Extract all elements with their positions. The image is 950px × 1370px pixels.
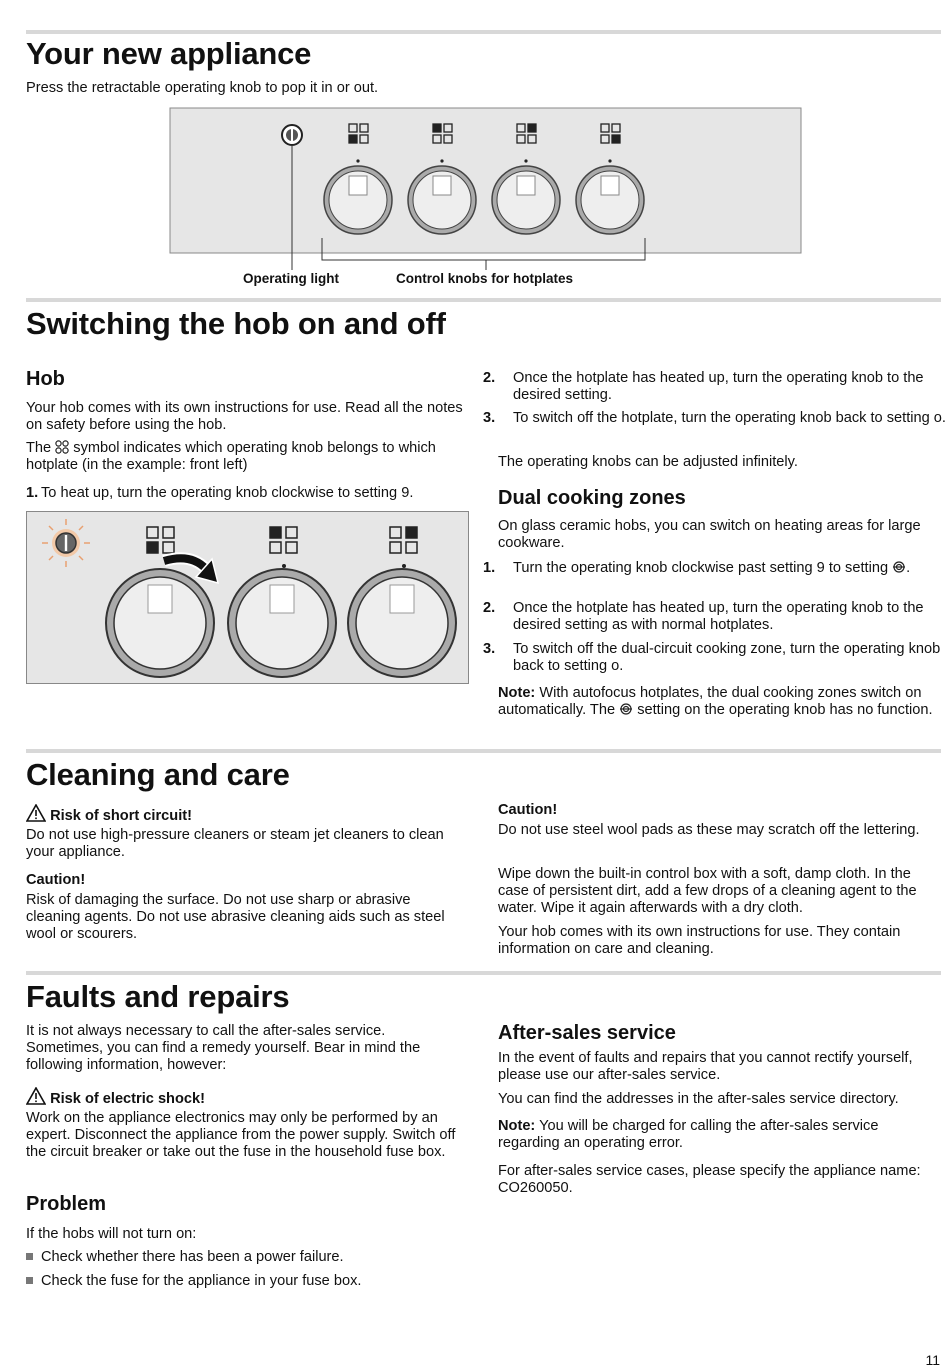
section-rule — [26, 971, 941, 975]
dual-step-1: 1. Turn the operating knob clockwise past setting 9 to setting . — [483, 560, 911, 576]
step-1: 1. To heat up, turn the operating knob clockwise to setting 9. — [26, 485, 414, 501]
short-circuit-text: Do not use high-pressure cleaners or steam jet cleaners to clean your appliance. — [26, 827, 444, 860]
hotplate-symbol-icon — [55, 440, 69, 454]
dual-step-2: 2. Once the hotplate has heated up, turn the operating knob to the desired setting as with normal hotplates. — [483, 600, 924, 633]
section-title: Switching the hob on and off — [26, 306, 446, 341]
section-title: Your new appliance — [26, 36, 312, 71]
list-item: Check the fuse for the appliance in your fuse box. — [26, 1273, 466, 1290]
hob-symbol-paragraph: The symbol indicates which operating knob belongs to which hotplate (in the example: front left) — [26, 440, 436, 473]
section-title: Faults and repairs — [26, 979, 290, 1014]
warning-triangle-icon — [26, 1087, 46, 1105]
problem-intro: If the hobs will not turn on: — [26, 1226, 197, 1242]
hob-paragraph: Your hob comes with its own instructions for use. Read all the notes on safety before using the hob. — [26, 400, 463, 433]
caution-text: Do not use steel wool pads as these may scratch off the lettering. — [498, 822, 920, 838]
control-knob — [492, 166, 560, 234]
after-sales-directory: You can find the addresses in the after-sales service directory. — [498, 1091, 899, 1107]
dual-zone-icon — [619, 702, 633, 716]
dual-step-3: 3. To switch off the dual-circuit cooking zone, turn the operating knob back to setting o. — [483, 641, 941, 674]
caution-heading: Caution! — [26, 872, 86, 888]
short-circuit-warning-heading: Risk of short circuit! — [26, 804, 466, 825]
wipe-text: Wipe down the built-in control box with a soft, damp cloth. In the case of persistent dirt, add a few drops of a cleaning agent to the water. Wipe it again afterwards with a dry cloth. — [498, 866, 917, 916]
bullet-icon — [26, 1253, 33, 1260]
caution-heading: Caution! — [498, 802, 558, 818]
hob-heading: Hob — [26, 368, 65, 390]
operating-light-icon — [282, 125, 302, 145]
step-2: 2. Once the hotplate has heated up, turn the operating knob to the desired setting. — [483, 370, 924, 403]
adjust-text: The operating knobs can be adjusted infinitely. — [498, 454, 798, 470]
operating-light-label: Operating light — [243, 271, 339, 286]
dual-note: Note: With autofocus hotplates, the dual cooking zones switch on automatically. The setting on the operating knob has no function. — [498, 685, 933, 718]
control-knob — [408, 166, 476, 234]
bullet-icon — [26, 1277, 33, 1284]
instructions-text: Your hob comes with its own instructions for use. They contain information on care and cleaning. — [498, 924, 901, 957]
dual-zones-heading: Dual cooking zones — [498, 487, 686, 509]
caution-text: Risk of damaging the surface. Do not use sharp or abrasive cleaning agents. Do not use abrasive cleaning aids such as steel wool or scourers. — [26, 892, 445, 942]
electric-shock-warning-heading: Risk of electric shock! — [26, 1087, 466, 1108]
section-title: Cleaning and care — [26, 757, 290, 792]
section-rule — [26, 749, 941, 753]
control-knob — [348, 569, 456, 677]
after-sales-heading: After-sales service — [498, 1022, 676, 1044]
control-knobs-label: Control knobs for hotplates — [396, 271, 573, 286]
page-number: 11 — [925, 1352, 940, 1368]
intro-text: Press the retractable operating knob to pop it in or out. — [26, 80, 379, 96]
dual-zone-icon — [892, 560, 906, 574]
section-rule — [26, 298, 941, 302]
after-sales-text: In the event of faults and repairs that you cannot rectify yourself, please use our after-sales service. — [498, 1050, 913, 1083]
after-sales-note: Note: You will be charged for calling the after-sales service regarding an operating error. — [498, 1118, 879, 1151]
list-item: Check whether there has been a power failure. — [26, 1249, 466, 1266]
step-3: 3. To switch off the hotplate, turn the operating knob back to setting o. — [483, 410, 946, 426]
control-knob — [228, 569, 336, 677]
faults-intro: It is not always necessary to call the after-sales service. Sometimes, you can find a remedy yourself. Bear in mind the following information, however: — [26, 1023, 421, 1073]
dual-intro: On glass ceramic hobs, you can switch on heating areas for large cookware. — [498, 518, 921, 551]
control-knob — [324, 166, 392, 234]
problem-heading: Problem — [26, 1193, 107, 1215]
section-rule — [26, 30, 941, 34]
warning-triangle-icon — [26, 804, 46, 822]
control-knob — [106, 569, 214, 677]
after-sales-appliance-name: For after-sales service cases, please specify the appliance name: CO260050. — [498, 1163, 921, 1196]
control-knob — [576, 166, 644, 234]
electric-shock-text: Work on the appliance electronics may only be performed by an expert. Disconnect the appliance from the power supply. Switch off the circuit breaker or take out the fuse in the household fuse box. — [26, 1110, 456, 1160]
